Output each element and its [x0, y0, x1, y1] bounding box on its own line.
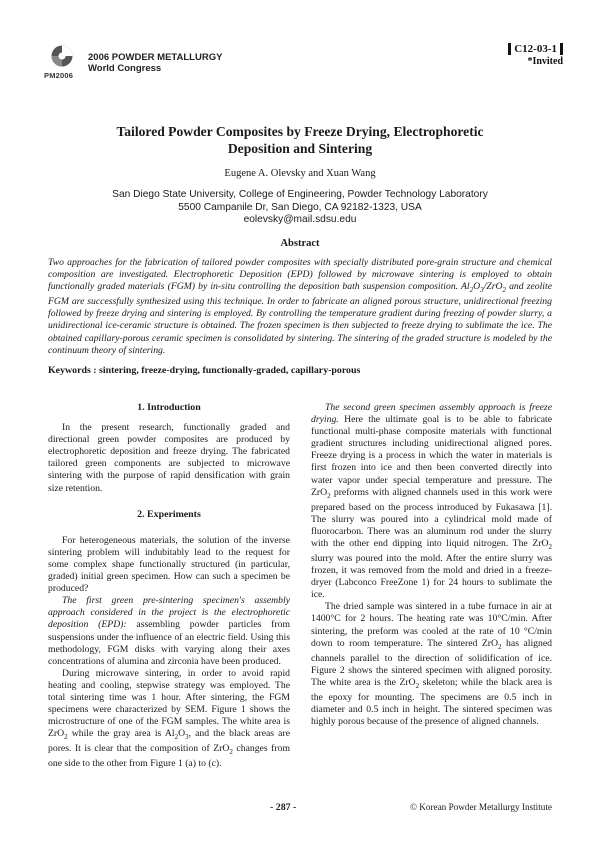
- conference-line2: World Congress: [88, 63, 162, 74]
- paper-code: C12-03-1: [508, 43, 563, 55]
- abstract-heading: Abstract: [280, 238, 320, 249]
- paper-code-box: [508, 43, 563, 67]
- logo-text: PM2006: [44, 71, 74, 80]
- abstract-text-part2: and zeolite FGM are successfully synthesized using this technique. In order to fabricate an aligned porous structure, unidirectional freezing followed by freeze drying and sintering is employed. By controlling the temperature gradient during freezing of powder slurry, a unidirectional ice-ceramic structure is obtained. The frozen specimen is then subjected to freeze drying to sublimate the ice. The obtained capillary-porous ceramic specimen is consolidated by sintering. The sintering of the graded structure is modeled by the continuum theory of sintering.: [48, 281, 552, 356]
- epd-approach-italic: The first green pre-sintering specimen's assembly approach considered in the project is the electrophoretic deposition (EPD):: [48, 595, 290, 631]
- abstract-formula: $Al_2O_3/ZrO_2$: [461, 281, 506, 295]
- introduction-heading: 1. Introduction: [137, 402, 201, 413]
- conference-name: [88, 52, 222, 74]
- right-column: [311, 402, 552, 728]
- abstract-text-part1: Two approaches for the fabrication of tailored powder composites with specially distributed pore-grain structure and chemical composition are investigated. Electrophoretic Deposition (EPD) followed by microwave sintering is employed to obtain functionally graded materials (FGM) by in-situ controlling the deposition bath suspension composition.: [48, 257, 552, 293]
- authors: Eugene A. Olevsky and Xuan Wang: [224, 168, 376, 179]
- introduction-paragraph: In the present research, functionally graded and directional green powder composites are produced by electrophoretic deposition and freeze drying. The fabricated tailored green components are subjected to microwave sintering with the purpose of rapid densification with grain size retention.: [48, 422, 290, 494]
- experiments-paragraph-3: During microwave sintering, in order to avoid rapid heating and cooling, stepwise strategy was employed. The total sintering time was 1 hour. After sintering, the FGM specimens were characterized by SEM. Figure 1 shows the microstructure of one of the FGM samples. The white area is ZrO$_2$ while the gray area is $Al_2O_3$, and the black areas are pores. It is clear that the composition of ZrO$_2$ changes from one side to the other from Figure 1 (a) to (c).: [48, 667, 291, 770]
- title-line1: Tailored Powder Composites by Freeze Drying, Electrophoretic: [116, 124, 484, 139]
- sintering-paragraph: The dried sample was sintered in a tube furnace in air at 1400°C for 2 hours. The heating rate was 10°C/min. After sintering, the preform was cooled at the rate of 10 °C/min down to room temperature. The sintered ZrO$_2$ has aligned channels parallel to the direction of solidification of ice. Figure 2 shows the sintered specimen with aligned porosity. The white area is the ZrO$_2$ skeleton; while the black area is the epoxy for mounting. The specimens are 0.5 inch in diameter and 0.5 inch in height. The sintered specimen was highly porous because of the presence of aligned channels.: [311, 601, 552, 728]
- epd-approach-text: assembling powder particles from suspensions under the influence of an electric field. Using this methodology, FGM disks with varying along their axes concentrations of alumina and zirconia have been produced.: [48, 619, 290, 667]
- copyright: © Korean Powder Metallurgy Institute: [409, 802, 552, 812]
- abstract-text: [48, 257, 552, 357]
- page-number: - 287 -: [270, 802, 297, 813]
- experiments-paragraph-1: For heterogeneous materials, the solution of the inverse sintering problem will indubitably lead to the request for some complex shape functionally structured (in particular, graded) initial green specimen. How can such a specimen be produced?: [48, 534, 290, 595]
- freeze-drying-approach-italic: The second green specimen assembly approach is freeze drying.: [311, 402, 552, 426]
- title-line2: Deposition and Sintering: [227, 141, 373, 156]
- experiments-paragraph-2: [48, 595, 290, 668]
- conference-line1: 2006 POWDER METALLURGY: [88, 52, 223, 63]
- affiliation: [40, 189, 560, 227]
- experiments-heading: 2. Experiments: [137, 508, 201, 520]
- author-email: eolevsky@mail.sdsu.edu: [243, 214, 357, 225]
- freeze-drying-paragraph: The second green specimen assembly approach is freeze drying. Here the ultimate goal is to be able to fabricate functional multi-phase composite materials with functional gradient structures including unidirectional aligned pores. Freeze drying is a process in which the water in materials is first frozen into ice and then been converted directly into water vapor under special temperature and pressure. The ZrO$_2$ preforms with aligned channels used in this work were prepared based on the process introduced by Fukasawa [1]. The slurry was poured into a cylindrical mold made of fluorocarbon. There was an aluminum rod under the slurry with the other end dipping into liquid nitrogen. The ZrO$_2$ slurry was poured into the mold. After the entire slurry was frozen, it was removed from the mold and dried in a freeze-dryer (Labconco FreeZone 1) for 24 hours to sublimate the ice.: [311, 402, 553, 601]
- affiliation-line1: San Diego State University, College of Engineering, Powder Technology Laboratory: [112, 189, 488, 200]
- paper-title: [60, 123, 540, 157]
- affiliation-line2: 5500 Campanile Dr, San Diego, CA 92182-1323, USA: [178, 201, 422, 213]
- invited-label: *Invited: [527, 56, 563, 67]
- keywords: Keywords : sintering, freeze-drying, functionally-graded, capillary-porous: [48, 365, 361, 376]
- left-column: [48, 402, 290, 770]
